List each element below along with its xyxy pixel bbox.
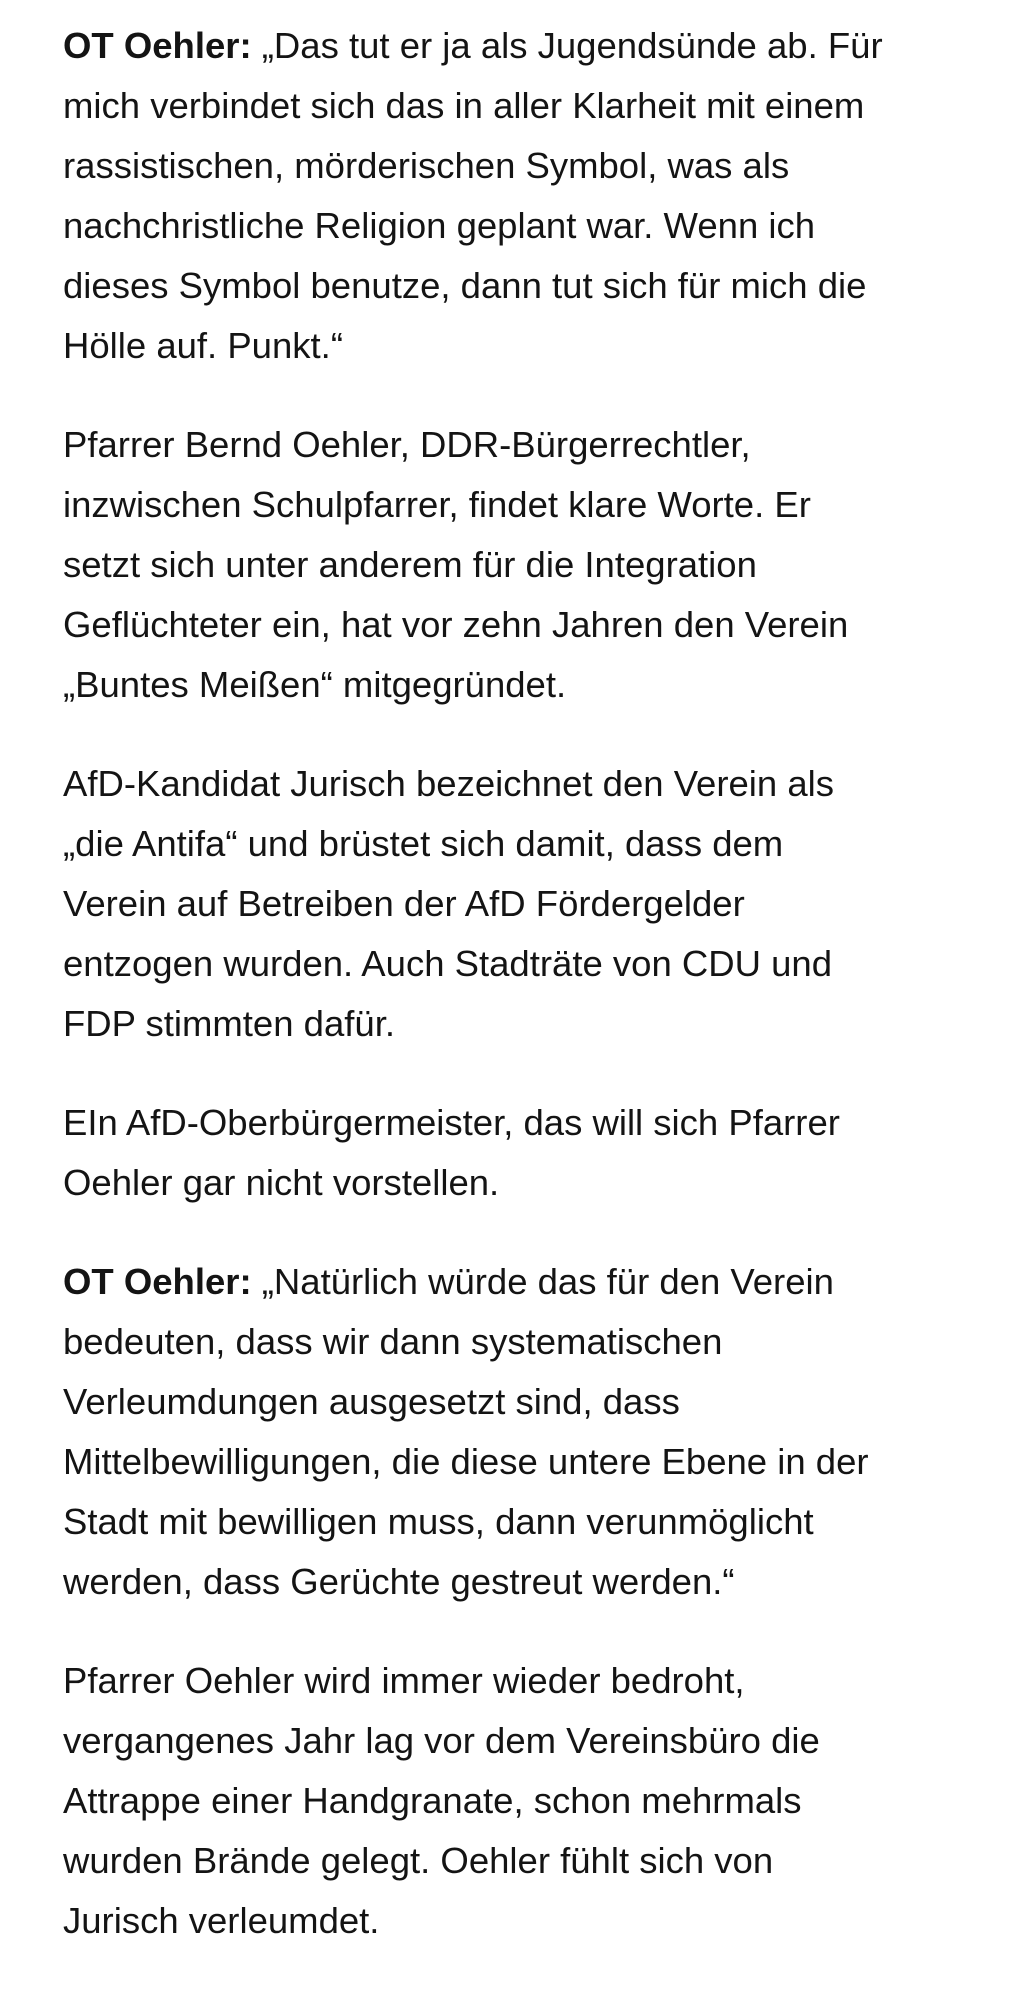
text-line: vergangenes Jahr lag vor dem Vereinsbüro die: [63, 1720, 820, 1761]
paragraph-quote-2: [63, 1252, 963, 1612]
text-line: Mittelbewilligungen, die diese untere Ebene in der: [63, 1441, 869, 1482]
text-line: nachchristliche Religion geplant war. Wenn ich: [63, 205, 816, 246]
text-line: dieses Symbol benutze, dann tut sich für mich die: [63, 265, 867, 306]
text-line: entzogen wurden. Auch Stadträte von CDU und: [63, 943, 833, 984]
text-line: AfD-Kandidat Jurisch bezeichnet den Verein als: [63, 763, 835, 804]
text-line: Oehler gar nicht vorstellen.: [63, 1162, 500, 1203]
text-line: „die Antifa“ und brüstet sich damit, dass dem: [63, 823, 784, 864]
text-line: Jurisch verleumdet.: [63, 1900, 380, 1941]
text-line: Pfarrer Bernd Oehler, DDR-Bürgerrechtler,: [63, 424, 751, 465]
text-line: mich verbindet sich das in aller Klarheit mit einem: [63, 85, 865, 126]
text-line: Verein auf Betreiben der AfD Fördergelder: [63, 883, 745, 924]
quote-text: „Natürlich würde das für den Verein: [251, 1261, 834, 1302]
text-line: EIn AfD-Oberbürgermeister, das will sich Pfarrer: [63, 1102, 840, 1143]
text-line: wurden Brände gelegt. Oehler fühlt sich von: [63, 1840, 774, 1881]
text-line: Hölle auf. Punkt.“: [63, 325, 343, 366]
text-line: inzwischen Schulpfarrer, findet klare Worte. Er: [63, 484, 811, 525]
paragraph-narration-1: [63, 415, 963, 715]
text-line: rassistischen, mörderischen Symbol, was als: [63, 145, 790, 186]
speaker-label: OT Oehler:: [63, 25, 252, 66]
paragraph-narration-2: [63, 754, 963, 1054]
article-body: [63, 16, 963, 1990]
text-line: werden, dass Gerüchte gestreut werden.“: [63, 1561, 735, 1602]
text-line: [63, 1252, 963, 1312]
text-line: Pfarrer Oehler wird immer wieder bedroht,: [63, 1660, 745, 1701]
text-line: [63, 16, 963, 76]
paragraph-quote-1: [63, 16, 963, 376]
paragraph-narration-3: [63, 1093, 963, 1213]
speaker-label: OT Oehler:: [63, 1261, 252, 1302]
text-line: bedeuten, dass wir dann systematischen: [63, 1321, 723, 1362]
quote-text: „Das tut er ja als Jugendsünde ab. Für: [251, 25, 883, 66]
paragraph-narration-4: [63, 1651, 963, 1951]
text-line: Geflüchteter ein, hat vor zehn Jahren den Verein: [63, 604, 849, 645]
text-line: FDP stimmten dafür.: [63, 1003, 395, 1044]
text-line: „Buntes Meißen“ mitgegründet.: [63, 664, 567, 705]
text-line: Verleumdungen ausgesetzt sind, dass: [63, 1381, 680, 1422]
text-line: setzt sich unter anderem für die Integration: [63, 544, 757, 585]
text-line: Attrappe einer Handgranate, schon mehrmals: [63, 1780, 802, 1821]
text-line: Stadt mit bewilligen muss, dann verunmöglicht: [63, 1501, 814, 1542]
